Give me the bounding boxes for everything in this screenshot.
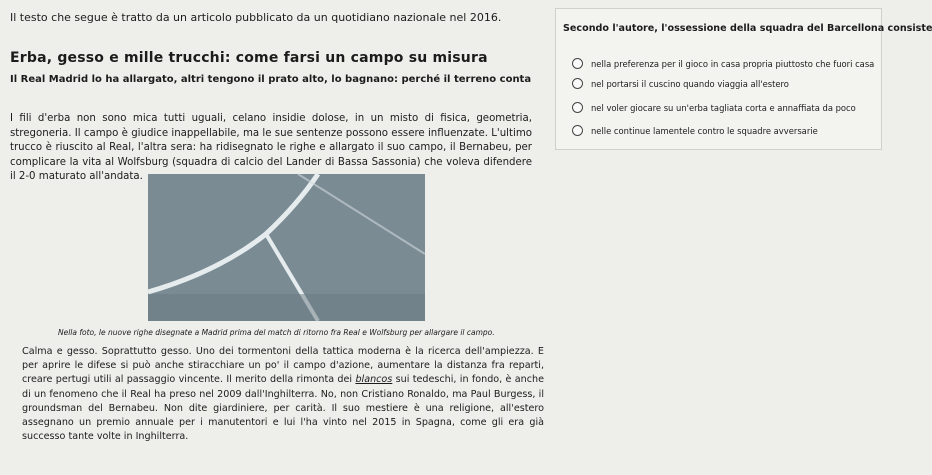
article-paragraph-2 [22,345,544,444]
radio-button-c[interactable] [572,102,583,113]
answer-option-a[interactable] [572,58,874,69]
blancos-link[interactable]: blancos [355,374,393,386]
answer-option-c-label: nel voler giocare su un'erba tagliata corta e annaffiata da poco [591,102,856,113]
question-panel [555,8,932,150]
article-subheadline: Il Real Madrid lo ha allargato, altri tengono il prato alto, lo bagnano: perché il terreno conta [10,74,532,85]
answer-option-b-label: nel portarsi il cuscino quando viaggia all'estero [591,78,789,89]
paragraph-2-start: Calma e gesso. Soprattutto gesso. Uno dei tormentoni della tattica moderna è la ricerca dell'ampiezza. E per aprire le difese si può anche stiracchiare un po' il campo d'azione, aumentare la distanza fra reparti, creare pertugi utili al passaggio vincente. Il merito della rimonta dei [22,346,544,386]
paragraph-2-end: sui tedeschi, in fondo, è anche di un fenomeno che il Real ha preso nel 2009 dall'Inghilterra. No, non Cristiano Ronaldo, ma Paul Burgess, il groundsman del Bernabeu. Non dite giardiniere, per carità. Il suo mestiere è una religione, all'estero assegnano un premio annuale per i manutentori e lui l'ha vinto nel 2015 in Spagna, come gli era già successo tante volte in Inghilterra. [22,374,545,443]
answer-option-d[interactable] [572,125,818,136]
answer-option-a-label: nella preferenza per il gioco in casa propria piuttosto che fuori casa [591,58,875,69]
radio-button-d[interactable] [572,125,583,136]
photo-caption: Nella foto, le nuove righe disegnate a Madrid prima del match di ritorno fra Real e Wolfsburg per allargare il campo. [58,328,495,337]
radio-button-a[interactable] [572,58,583,69]
answer-option-b[interactable] [572,78,789,89]
answer-option-d-label: nelle continue lamentele contro le squadre avversarie [591,125,818,136]
article-headline: Erba, gesso e mille trucchi: come farsi un campo su misura [10,50,488,66]
article-paragraph-1: I fili d'erba non sono mica tutti uguali, celano insidie dolose, in un misto di fisica, geometria, stregoneria. Il campo è giudice inappellabile, ma le sue sentenze possono essere influenzate. L'ultimo trucco è riuscito al Real, l'altra sera: ha ridisegnato le righe e allargato il suo campo, il Bernabeu, per complicare la vita al Wolfsburg (squadra di calcio del Lander di Bassa Sassonia) che voleva difendere il 2-0 maturato all'andata. [10,113,532,182]
article-intro: Il testo che segue è tratto da un articolo pubblicato da un quotidiano nazionale nel 2016. [10,11,502,24]
field-lines-photo [148,174,425,321]
question-prompt: Secondo l'autore, l'ossessione della squadra del Barcellona consiste [563,23,932,34]
answer-option-c[interactable] [572,102,856,113]
field-lines-drawing [148,174,425,321]
radio-button-b[interactable] [572,78,583,89]
